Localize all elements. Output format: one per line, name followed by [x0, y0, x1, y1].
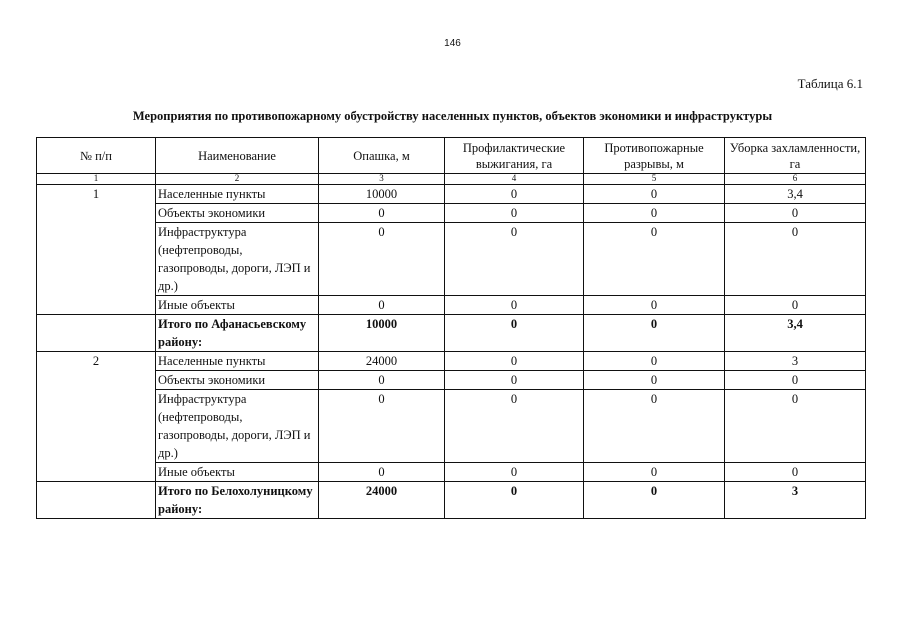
column-number: 1: [37, 174, 156, 185]
burning-value: 0: [445, 223, 584, 296]
column-number: 2: [156, 174, 319, 185]
plowing-value: 0: [319, 296, 445, 315]
table-row: [37, 185, 866, 204]
firebreaks-value: 0: [584, 223, 725, 296]
table-row: [37, 204, 866, 223]
plowing-value: 10000: [319, 185, 445, 204]
total-firebreaks: 0: [584, 482, 725, 519]
firebreaks-value: 0: [584, 390, 725, 463]
cleanup-value: 0: [725, 204, 866, 223]
cleanup-value: 3: [725, 352, 866, 371]
plowing-value: 0: [319, 463, 445, 482]
burning-value: 0: [445, 371, 584, 390]
cleanup-value: 0: [725, 223, 866, 296]
group-number: 2: [37, 352, 156, 482]
row-name: Иные объекты: [156, 296, 319, 315]
plowing-value: 0: [319, 390, 445, 463]
burning-value: 0: [445, 204, 584, 223]
firebreaks-value: 0: [584, 296, 725, 315]
column-number: 4: [445, 174, 584, 185]
header-burning: Профилактические выжигания, га: [445, 138, 584, 174]
total-cleanup: 3,4: [725, 315, 866, 352]
cleanup-value: 0: [725, 296, 866, 315]
firebreaks-value: 0: [584, 185, 725, 204]
plowing-value: 0: [319, 204, 445, 223]
cleanup-value: 3,4: [725, 185, 866, 204]
burning-value: 0: [445, 296, 584, 315]
table-row: [37, 463, 866, 482]
row-name: Инфраструктура (нефтепроводы, газопроводы, дороги, ЛЭП и др.): [156, 223, 319, 296]
column-number: 6: [725, 174, 866, 185]
cleanup-value: 0: [725, 390, 866, 463]
plowing-value: 0: [319, 371, 445, 390]
table-row: [37, 371, 866, 390]
group-number: 1: [37, 185, 156, 315]
page-number: 146: [444, 38, 461, 49]
table-row: [37, 296, 866, 315]
total-burning: 0: [445, 482, 584, 519]
burning-value: 0: [445, 463, 584, 482]
total-row: [37, 315, 866, 352]
column-number: 3: [319, 174, 445, 185]
header-firebreaks: Противопожарные разрывы, м: [584, 138, 725, 174]
total-row: [37, 482, 866, 519]
table-row: [37, 352, 866, 371]
firebreaks-value: 0: [584, 352, 725, 371]
header-row: [37, 138, 866, 174]
column-number-row: [37, 174, 866, 185]
cleanup-value: 0: [725, 463, 866, 482]
burning-value: 0: [445, 185, 584, 204]
row-name: Иные объекты: [156, 463, 319, 482]
total-cleanup: 3: [725, 482, 866, 519]
total-name: Итого по Белохолуницкому району:: [156, 482, 319, 519]
column-number: 5: [584, 174, 725, 185]
firebreaks-value: 0: [584, 204, 725, 223]
burning-value: 0: [445, 352, 584, 371]
total-plowing: 24000: [319, 482, 445, 519]
empty-cell: [37, 315, 156, 352]
table-label: Таблица 6.1: [797, 76, 863, 91]
firebreaks-value: 0: [584, 371, 725, 390]
total-plowing: 10000: [319, 315, 445, 352]
row-name: Объекты экономики: [156, 204, 319, 223]
row-name: Инфраструктура (нефтепроводы, газопроводы, дороги, ЛЭП и др.): [156, 390, 319, 463]
empty-cell: [37, 482, 156, 519]
row-name: Населенные пункты: [156, 352, 319, 371]
page-title: Мероприятия по противопожарному обустройству населенных пунктов, объектов экономики и инфраструктуры: [132, 109, 773, 123]
table-row: [37, 223, 866, 296]
plowing-value: 0: [319, 223, 445, 296]
row-name: Населенные пункты: [156, 185, 319, 204]
total-name: Итого по Афанасьевскому району:: [156, 315, 319, 352]
header-plowing: Опашка, м: [319, 138, 445, 174]
header-cleanup: Уборка захламленности, га: [725, 138, 866, 174]
burning-value: 0: [445, 390, 584, 463]
total-burning: 0: [445, 315, 584, 352]
firebreaks-value: 0: [584, 463, 725, 482]
measures-table: [36, 137, 866, 519]
header-num: № п/п: [37, 138, 156, 174]
table-row: [37, 390, 866, 463]
cleanup-value: 0: [725, 371, 866, 390]
plowing-value: 24000: [319, 352, 445, 371]
header-name: Наименование: [156, 138, 319, 174]
total-firebreaks: 0: [584, 315, 725, 352]
row-name: Объекты экономики: [156, 371, 319, 390]
